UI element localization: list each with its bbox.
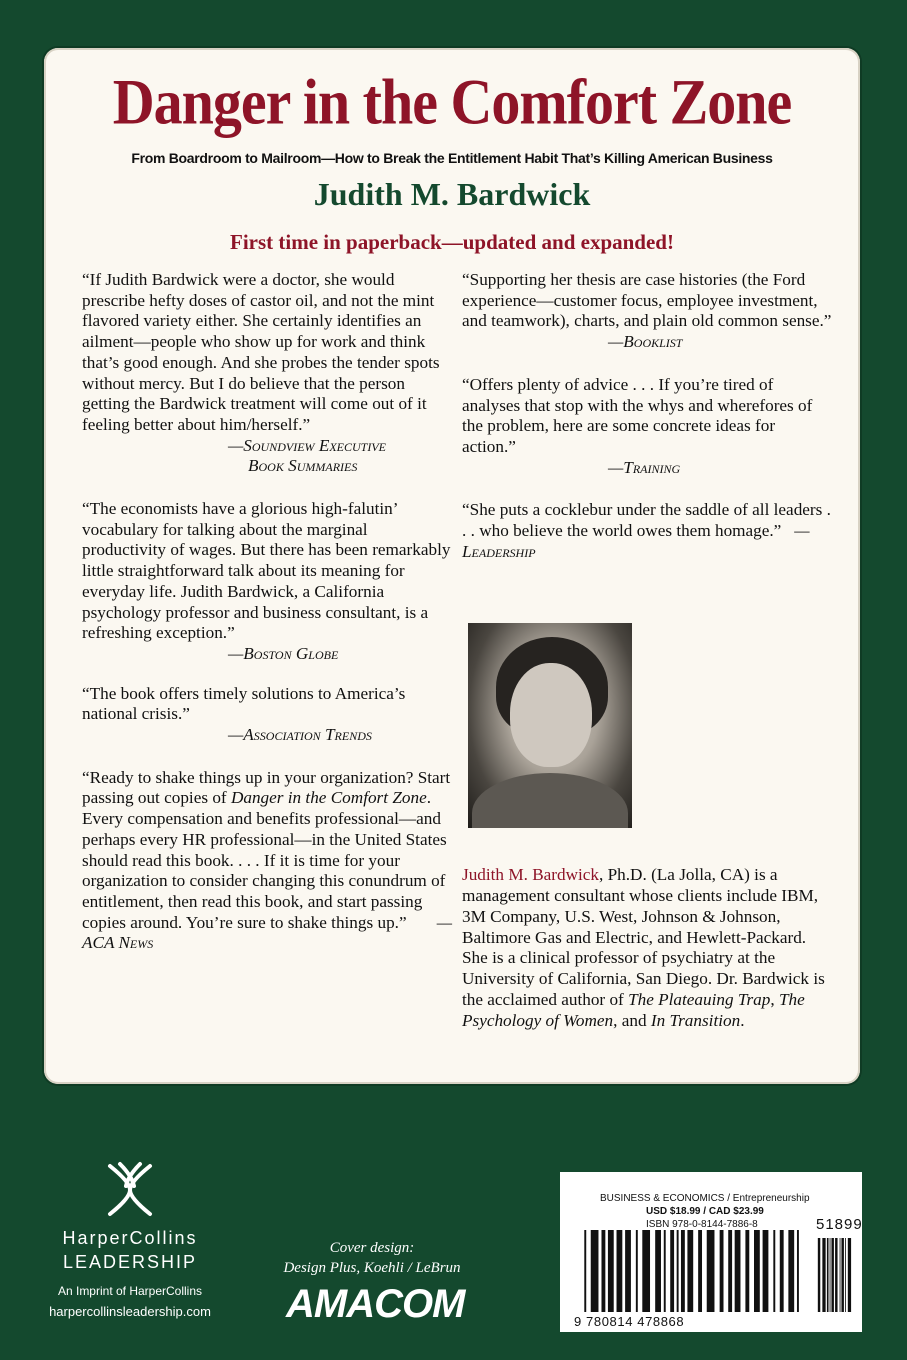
barcode-bar: [698, 1230, 702, 1312]
barcode-bar: [608, 1230, 614, 1312]
review-source: —Association Trends: [228, 725, 372, 745]
barcode-bar: [584, 1230, 586, 1312]
barcode-bar: [642, 1230, 650, 1312]
imprint-name: HarperCollins: [62, 1228, 198, 1248]
review-source: —Soundview Executive: [228, 435, 386, 455]
barcode-bar: [822, 1238, 825, 1312]
barcode-bar: [848, 1238, 851, 1312]
barcode-bar: [625, 1230, 631, 1312]
barcode-bar: [818, 1238, 820, 1312]
barcode-bar: [797, 1230, 799, 1312]
review-quote: “The book offers timely solutions to America’s national crisis.”: [82, 683, 406, 724]
review-source: —ACA News: [82, 912, 452, 953]
barcode-box: [560, 1172, 862, 1332]
barcode-bar: [670, 1230, 674, 1312]
credit-names: Design Plus, Koehli / LeBrun: [283, 1260, 461, 1276]
right-reviews-column: [462, 270, 832, 562]
ean-number: 9 780814 478868: [574, 1314, 685, 1329]
review-source: —Leadership: [462, 521, 810, 561]
barcode-bar: [707, 1230, 715, 1312]
book-subtitle: From Boardroom to Mailroom—How to Break the Entitlement Habit That’s Killing American Business: [131, 150, 773, 166]
barcode-bar: [655, 1230, 661, 1312]
barcode-bar: [687, 1230, 693, 1312]
imprint-url: harpercollinsleadership.com: [49, 1304, 211, 1319]
barcode-bar: [788, 1230, 794, 1312]
book-price: USD $18.99 / CAD $23.99: [646, 1206, 764, 1217]
ean-barcode: [580, 1230, 812, 1312]
book-author: Judith M. Bardwick: [313, 176, 591, 212]
review-quote: “Offers plenty of advice . . . If you’re tired of analyses that stop with the whys and wherefores of the problem, here are some concrete ideas for action.”: [462, 374, 813, 456]
barcode-bar: [728, 1230, 732, 1312]
barcode-bar: [841, 1238, 843, 1312]
addon-barcode: [816, 1238, 856, 1312]
barcode-bar: [780, 1230, 784, 1312]
barcode-bar: [601, 1230, 605, 1312]
review-source: —Booklist: [608, 332, 683, 352]
barcode-bar: [831, 1238, 833, 1312]
harpercollins-mark-icon: [100, 1160, 160, 1220]
imprint-note: An Imprint of HarperCollins: [57, 1284, 203, 1298]
edition-tagline: First time in paperback—updated and expanded!: [230, 230, 674, 254]
barcode-bar: [745, 1230, 749, 1312]
barcode-bar: [827, 1238, 829, 1312]
barcode-bar: [677, 1230, 679, 1312]
barcode-bar: [845, 1238, 846, 1312]
back-cover-panel: [44, 48, 860, 1084]
review-quote: “She puts a cocklebur under the saddle of all leaders . . . who believe the world owes them homage.” —Leadership: [462, 500, 831, 561]
barcode-bar: [773, 1230, 775, 1312]
barcode-bar: [763, 1230, 769, 1312]
review-source: Book Summaries: [248, 456, 358, 476]
harpercollins-leadership-logo: [30, 1160, 230, 1319]
credit-label: Cover design:: [329, 1240, 415, 1256]
book-title: Danger in the Comfort Zone: [112, 65, 792, 138]
author-photo: [468, 623, 632, 828]
review-source: —Training: [608, 457, 681, 477]
barcode-bar: [591, 1230, 599, 1312]
author-bio: Judith M. Bardwick, Ph.D. (La Jolla, CA) is a management consultant whose clients include IBM, 3M Company, U.S. West, Johnson & Johnson, Baltimore Gas and Electric, and Hewlett-Packard. She is a clinical professor of psychiatry at the University of California, San Diego. Dr. Bardwick is the acclaimed author of The Plateauing Trap, The Psychology of Women, and In Transition.: [462, 865, 825, 1030]
barcode-bar: [664, 1230, 666, 1312]
review-quote: “If Judith Bardwick were a doctor, she would prescribe hefty doses of castor oil, and not the mint flavored variety either. She certainly identifies an ailment—people who show up for work and think that’s good enough. And she probes the tender spots without mercy. But I do believe that the person getting the Bardwick treatment will come out of it feeling better about him/herself.”: [82, 270, 440, 434]
review-quote: “The economists have a glorious high-falutin’ vocabulary for talking about the marginal productivity of wages. But there has been remarkably little straightforward talk about its meaning for everyday life. Judith Bardwick, a California psychology professor and business consultant, is a refreshing exception.”: [82, 499, 451, 643]
barcode-bar: [720, 1230, 724, 1312]
barcode-bar: [636, 1230, 638, 1312]
barcode-bar: [830, 1238, 831, 1312]
imprint-subname: LEADERSHIP: [62, 1252, 198, 1272]
barcode-bar: [754, 1230, 760, 1312]
book-category: BUSINESS & ECONOMICS / Entrepreneurship: [600, 1193, 810, 1204]
barcode-bar: [835, 1238, 837, 1312]
left-reviews-column: [82, 270, 452, 954]
barcode-bar: [840, 1238, 841, 1312]
price-addon-number: 51899: [816, 1216, 863, 1233]
book-isbn: ISBN 978-0-8144-7886-8: [646, 1219, 758, 1230]
review-quote: “Supporting her thesis are case histories (the Ford experience—customer focus, employee investment, and teamwork), charts, and plain old common sense.”: [462, 270, 832, 331]
cover-design-credit: [262, 1238, 482, 1278]
barcode-bar: [617, 1230, 623, 1312]
review-quote: “Ready to shake things up in your organization? Start passing out copies of Danger in the Comfort Zone. Every compensation and benefits professional—and perhaps every HR professional—in the United States should read this book. . . . If it is time for your organization to consider changing this conundrum of entitlement, then read this book, and start passing copies around. You’re sure to shake things up.” —ACA News: [82, 767, 452, 953]
amacom-logo: AMACOM: [286, 1282, 465, 1326]
barcode-bar: [735, 1230, 741, 1312]
review-source: —Boston Globe: [228, 643, 339, 663]
barcode-bar: [681, 1230, 685, 1312]
